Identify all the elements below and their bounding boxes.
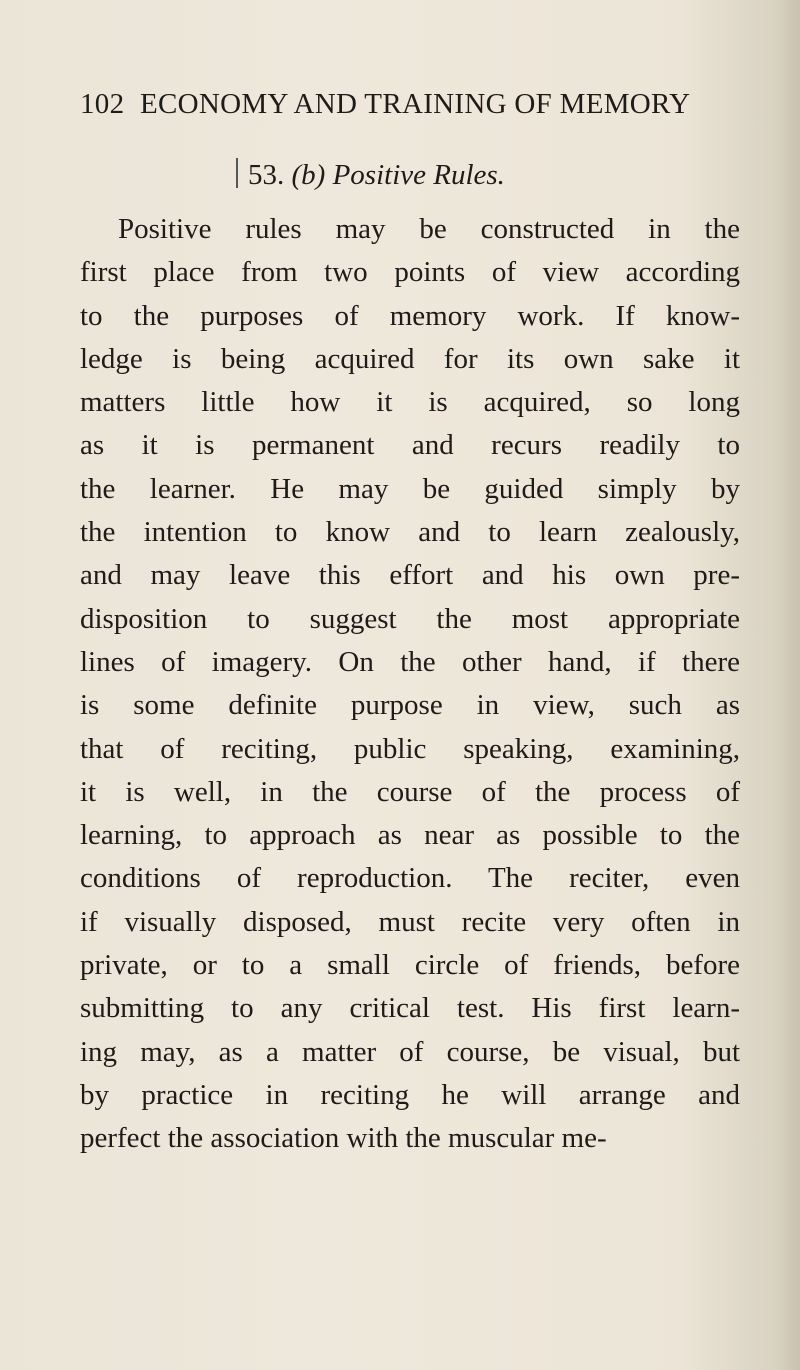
- text-line: the intention to know and to learn zealously,: [80, 516, 740, 549]
- text-line: disposition to suggest the most appropriate: [80, 602, 740, 635]
- text-line: perfect the association with the muscular me-: [80, 1122, 607, 1155]
- text-line: to the purposes of memory work. If know-: [80, 299, 740, 332]
- text-line: ledge is being acquired for its own sake it: [80, 342, 740, 375]
- text-line: by practice in reciting he will arrange and: [80, 1078, 740, 1111]
- section-label: (b): [291, 159, 326, 191]
- page-number: 102: [80, 88, 125, 120]
- text-line: private, or to a small circle of friends, before: [80, 949, 740, 982]
- text-line: the learner. He may be guided simply by: [80, 472, 740, 505]
- running-head: [80, 88, 690, 121]
- margin-mark: [236, 158, 238, 188]
- text-line: conditions of reproduction. The reciter, even: [80, 862, 740, 895]
- text-line: that of reciting, public speaking, examining,: [80, 732, 740, 765]
- text-line: as it is permanent and recurs readily to: [80, 429, 740, 462]
- text-line: lines of imagery. On the other hand, if there: [80, 645, 740, 678]
- section-heading: [236, 158, 505, 192]
- text-line: ing may, as a matter of course, be visual, but: [80, 1035, 740, 1068]
- text-line: is some definite purpose in view, such as: [80, 689, 740, 722]
- text-line: Positive rules may be constructed in the: [118, 213, 740, 245]
- running-head-title: ECONOMY AND TRAINING OF MEMORY: [139, 88, 691, 120]
- text-line: if visually disposed, must recite very often in: [80, 905, 740, 938]
- text-line: first place from two points of view according: [80, 256, 740, 289]
- text-line: matters little how it is acquired, so long: [80, 386, 740, 419]
- text-line: submitting to any critical test. His first learn-: [80, 992, 740, 1025]
- text-line: it is well, in the course of the process of: [80, 775, 740, 808]
- section-number: 53.: [248, 159, 285, 191]
- section-title: Positive Rules.: [332, 159, 505, 191]
- text-line: and may leave this effort and his own pre-: [80, 559, 740, 592]
- body-paragraph: [80, 208, 740, 1161]
- text-line: learning, to approach as near as possible to the: [80, 819, 740, 852]
